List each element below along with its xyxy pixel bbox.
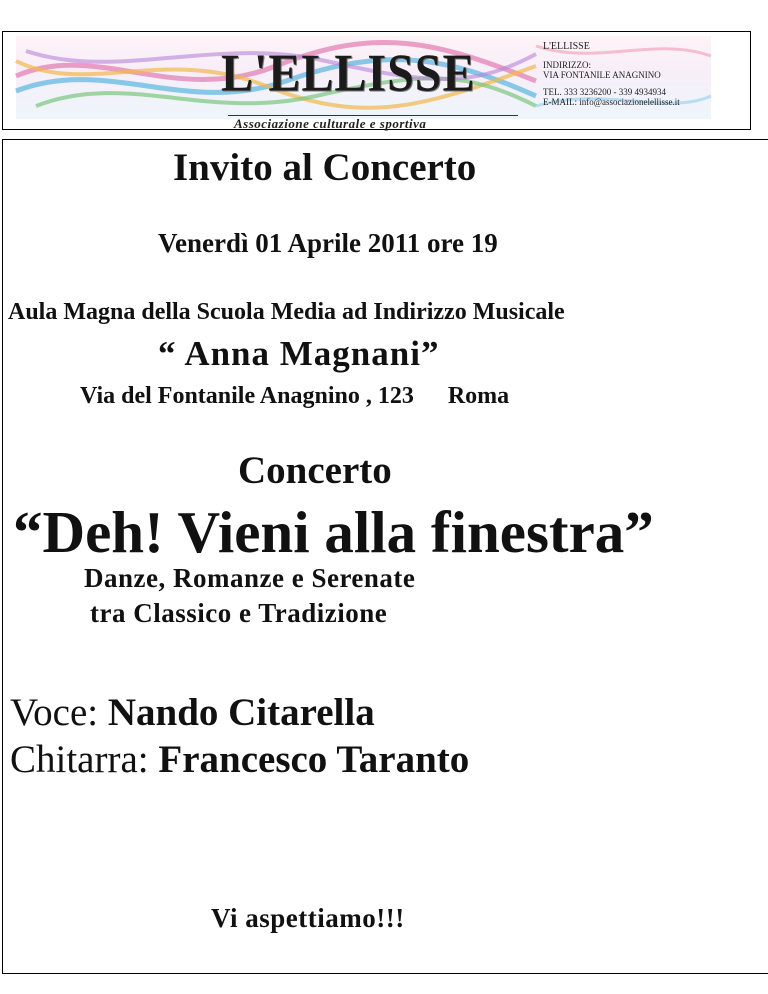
event-venue: Aula Magna della Scuola Media ad Indirizzo Musicale xyxy=(8,299,565,325)
performer-voice xyxy=(10,690,375,735)
guitar-name: Francesco Taranto xyxy=(158,738,470,781)
event-address-line xyxy=(80,383,509,410)
concert-description-line2: tra Classico e Tradizione xyxy=(90,598,388,628)
event-city: Roma xyxy=(447,383,510,409)
performer-guitar xyxy=(10,737,469,782)
voice-label: Voce: xyxy=(10,691,99,734)
invitation-title: Invito al Concerto xyxy=(173,146,477,189)
info-phone: TEL. 333 3236200 - 339 4934934 xyxy=(543,86,666,97)
voice-name: Nando Citarella xyxy=(107,691,375,734)
event-address: Via del Fontanile Anagnino , 123 xyxy=(80,383,414,409)
info-address: VIA FONTANILE ANAGNINO xyxy=(543,70,661,80)
concert-label: Concerto xyxy=(238,449,392,492)
info-name: L'ELLISSE xyxy=(543,41,590,52)
closing-message: Vi aspettiamo!!! xyxy=(211,903,405,933)
event-date: Venerdì 01 Aprile 2011 ore 19 xyxy=(158,228,498,258)
association-tagline: Associazione culturale e sportiva xyxy=(234,116,427,131)
concert-description-line1: Danze, Romanze e Serenate xyxy=(84,563,416,593)
association-contact-info xyxy=(543,42,680,108)
header-banner-frame xyxy=(2,31,751,130)
info-email: E-MAIL: info@associazionelellisse.it xyxy=(543,97,680,107)
info-address-label: INDIRIZZO: xyxy=(543,59,591,70)
guitar-label: Chitarra: xyxy=(10,738,149,781)
concert-title: “Deh! Vieni alla finestra” xyxy=(13,499,654,565)
header-banner xyxy=(16,36,711,131)
school-name: “ Anna Magnani” xyxy=(158,334,440,373)
logo-wordmark: L'ELLISSE xyxy=(221,44,476,103)
